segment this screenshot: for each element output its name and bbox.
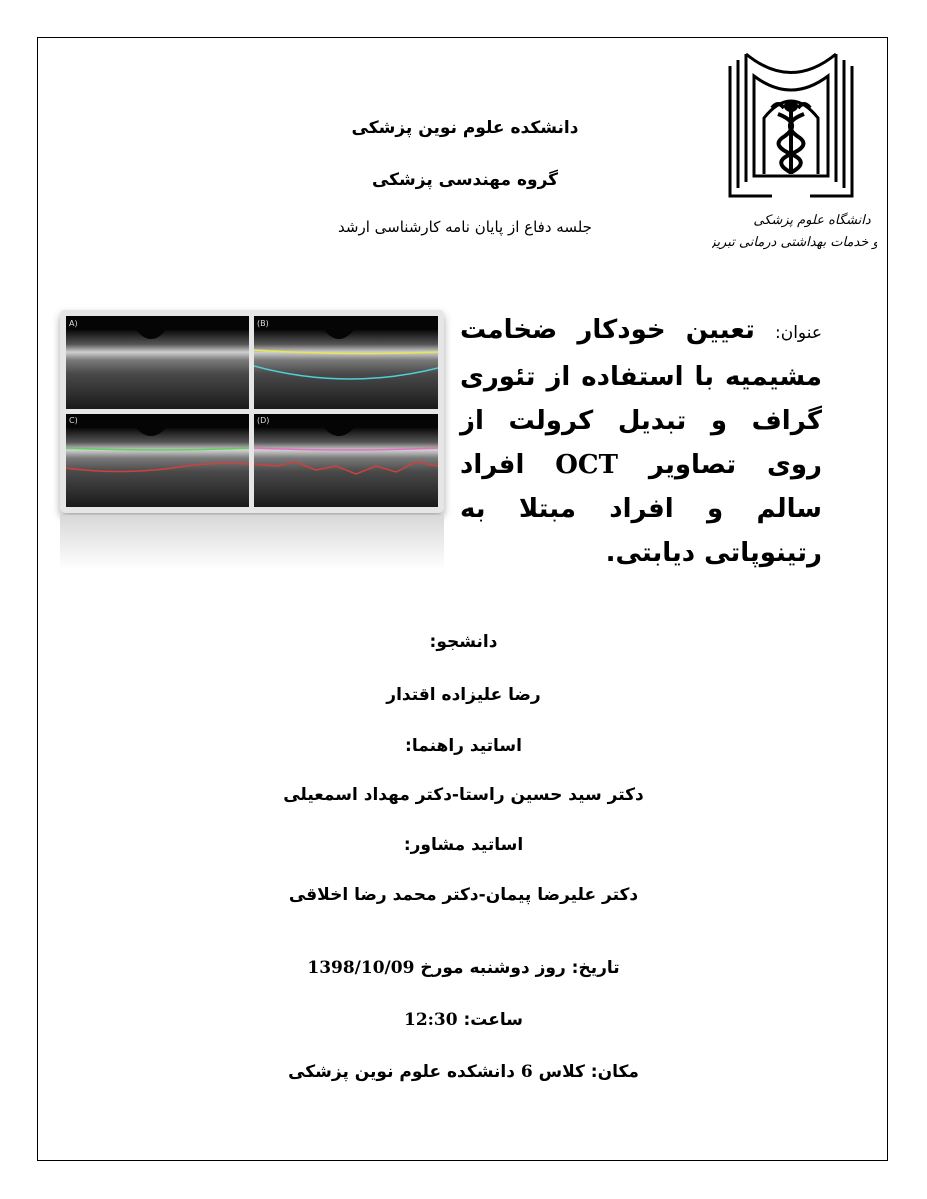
time-value: 12:30 <box>403 1010 458 1030</box>
place-number: 6 <box>520 1062 533 1082</box>
advisors-label: اساتید مشاور: <box>403 835 524 855</box>
supervisors-label: اساتید راهنما: <box>405 736 522 756</box>
place-line <box>0 1062 927 1082</box>
oct-panel-d <box>254 414 438 507</box>
place-rest: دانشکده علوم نوین پزشکی <box>288 1062 515 1082</box>
student-label: دانشجو: <box>429 632 498 652</box>
svg-text:(D): (D) <box>257 416 270 425</box>
thesis-title <box>460 308 822 575</box>
oct-panel-b <box>254 316 438 409</box>
oct-panel-a <box>66 316 249 409</box>
title-oct: OCT <box>555 450 618 480</box>
logo-caption-2: و خدمات بهداشتی درمانی تبریز <box>712 235 877 250</box>
svg-text:C): C) <box>69 416 78 425</box>
title-text-part1: تعیین خودکار ضخامت مشیمیه با استفاده از تئوری گراف و تبدیل کرولت از روی تصاویر <box>460 315 822 480</box>
department-name: گروه مهندسی پزشکی <box>371 170 559 190</box>
svg-text:A): A) <box>69 319 78 328</box>
date-line <box>0 958 927 978</box>
time-label: ساعت: <box>463 1010 524 1030</box>
title-label: عنوان: <box>775 323 822 343</box>
session-title: جلسه دفاع از پایان نامه کارشناسی ارشد <box>338 218 592 236</box>
oct-figure <box>60 310 444 513</box>
university-logo <box>712 46 877 261</box>
svg-text:(B): (B) <box>257 319 269 328</box>
time-line <box>0 1010 927 1030</box>
title-text-part2: افراد سالم و افراد مبتلا به رتینوپاتی دیابتی. <box>460 450 822 568</box>
date-label: تاریخ: روز دوشنبه مورخ <box>420 958 620 978</box>
supervisors-names: دکتر سید حسین راستا-دکتر مهداد اسمعیلی <box>283 785 644 805</box>
advisors-names: دکتر علیرضا پیمان-دکتر محمد رضا اخلاقی <box>288 885 639 905</box>
logo-caption-1: دانشگاه علوم پزشکی <box>753 213 871 228</box>
date-value: 1398/10/09 <box>307 958 415 978</box>
oct-panel-c <box>66 414 249 507</box>
faculty-name: دانشکده علوم نوین پزشکی <box>351 118 579 138</box>
student-name: رضا علیزاده اقتدار <box>386 685 541 705</box>
place-label: مکان: کلاس <box>538 1062 639 1082</box>
figure-reflection <box>60 515 444 570</box>
